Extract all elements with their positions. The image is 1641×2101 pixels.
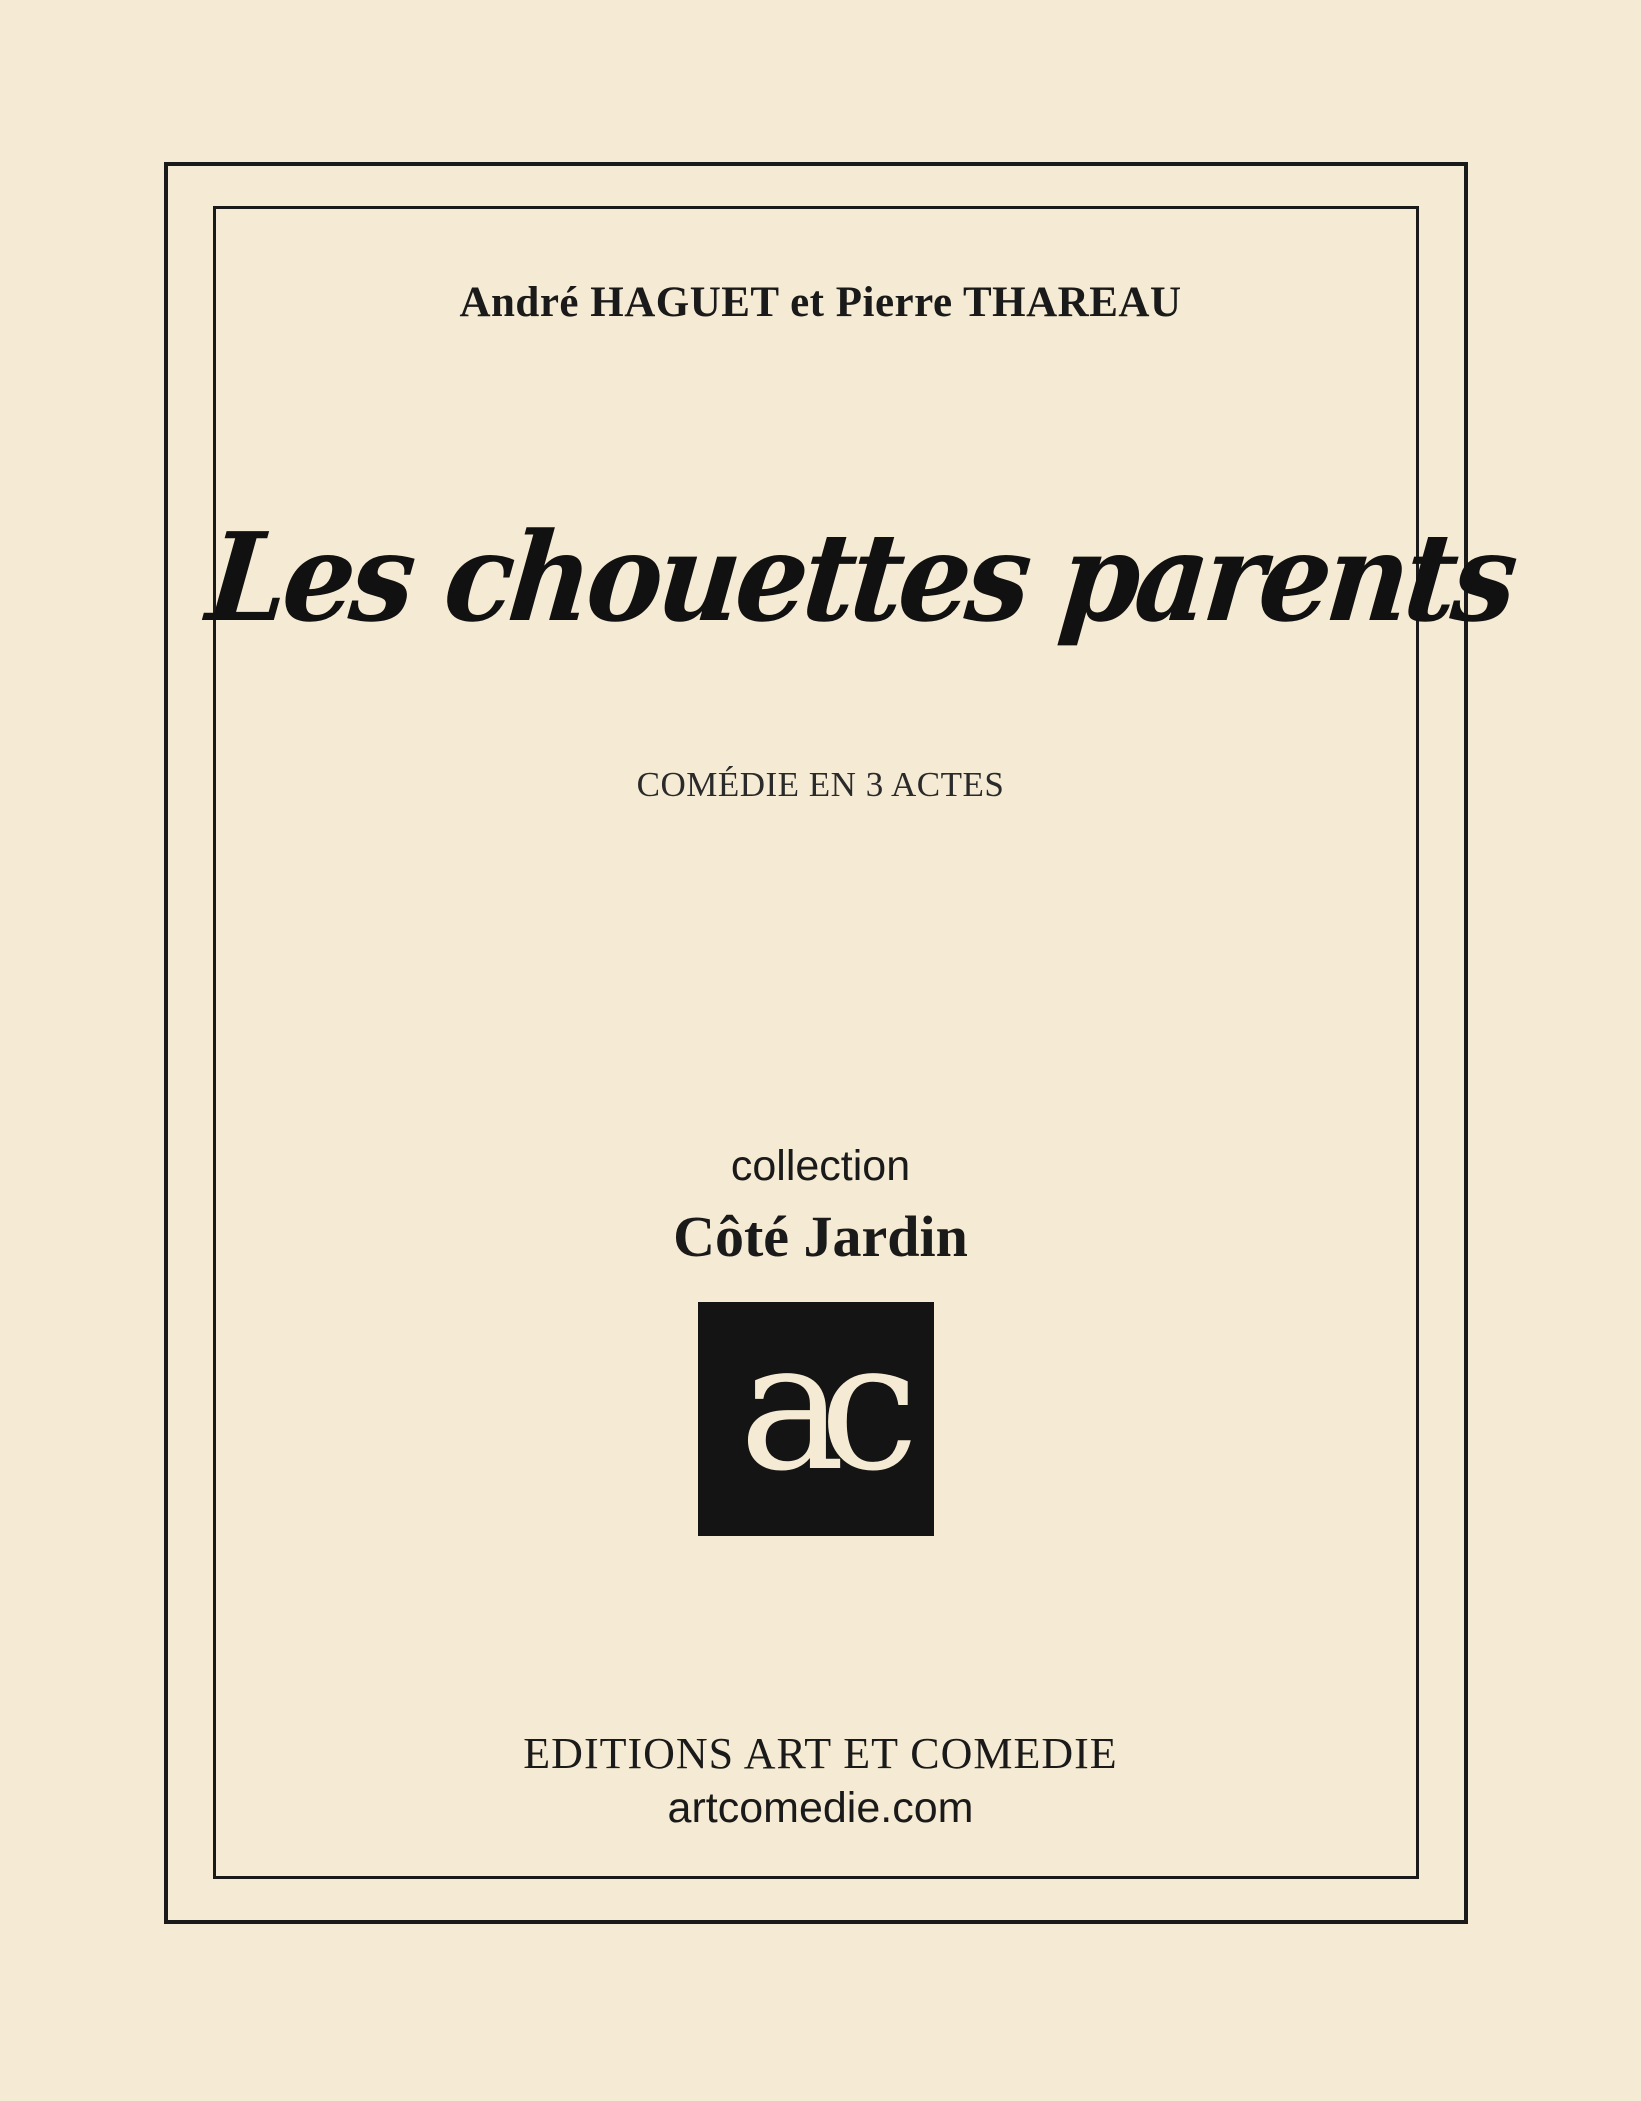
authors: André HAGUET et Pierre THAREAU [459,279,1182,326]
book-title: Les chouettes parents [201,505,1520,649]
genre-subtitle: COMÉDIE EN 3 ACTES [636,765,1005,804]
ac-logo [698,1302,934,1536]
collection-label: collection [730,1142,911,1190]
publisher-name: EDITIONS ART ET COMEDIE [523,1729,1118,1778]
ac-logo-graphic [698,1302,934,1536]
collection-name: Côté Jardin [673,1204,968,1269]
inner-border [213,206,1419,1879]
publisher-website: artcomedie.com [667,1784,974,1832]
ac-logo-letters: ac [739,1303,893,1510]
